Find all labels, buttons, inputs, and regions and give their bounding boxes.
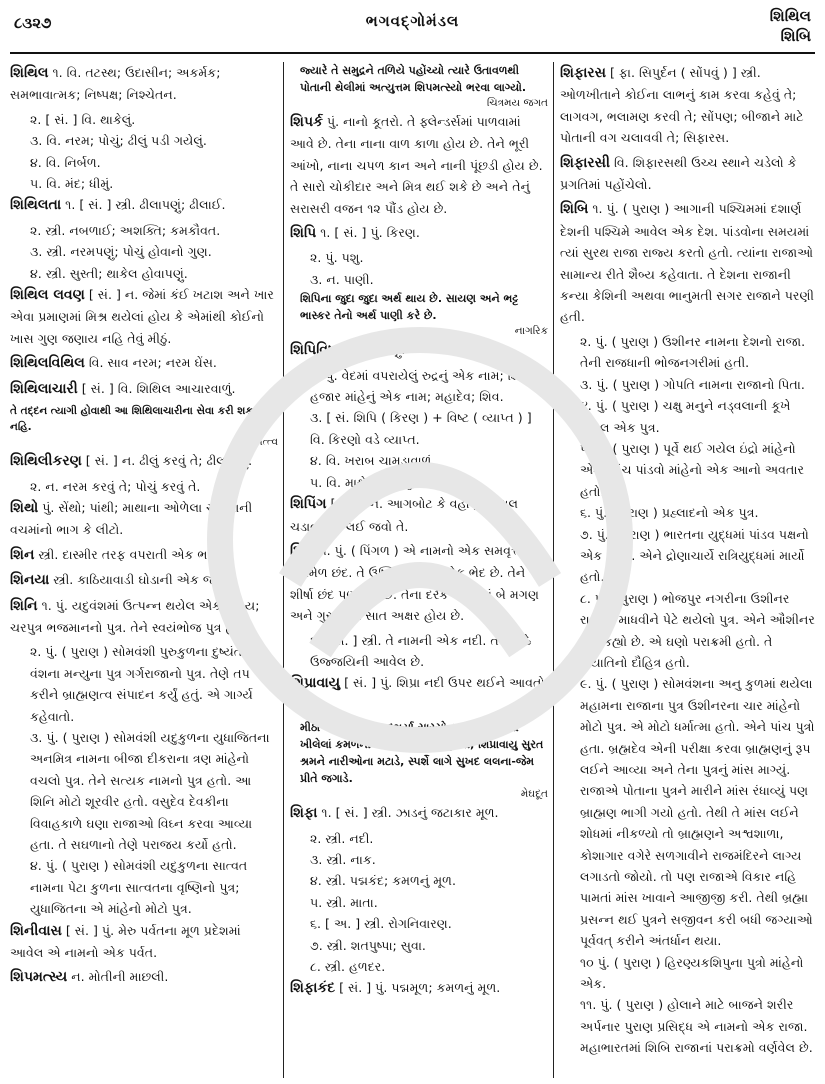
- sense-definition: ૨. [ સં. ] સ્ત્રી. તે નામની એક નદી. તેને કાંઠે ઉજ્જયિની આવેલ છે.: [310, 632, 532, 669]
- sense-definition: ૭. સ્ત્રી. શતપુષ્પા; સુવા.: [310, 937, 426, 953]
- definition: ૧. પું. વિષ્ણુ.: [341, 342, 406, 358]
- sense-definition: ૨. સ્ત્રી. નબળાઈ; અશક્તિ; કમકૌવત.: [30, 222, 221, 238]
- sense-definition: ૫. વિ. માથે ટાલવાળું; ટાલિયું.: [310, 474, 457, 490]
- dictionary-entry: [560, 198, 815, 327]
- headword: શિનિ: [10, 597, 38, 614]
- headword: શિથિલ લવણ: [10, 287, 85, 304]
- headword: શિથિલાચારી: [10, 380, 78, 397]
- dictionary-entry: [10, 378, 278, 400]
- headword: શિફા: [290, 805, 318, 822]
- definition: ન. મોતીની માછલી.: [67, 969, 169, 985]
- definition: ૧. પું. યદુવંશમાં ઉત્પન્ન થયેલ એક ક્ષત્રિય; ચરપુત્ર ભજમાનનો પુત્ર. તેને સ્વયંભોજ પુત્ર હતો.: [10, 597, 260, 635]
- column-divider: [283, 62, 284, 1078]
- guide-word-last: શિબિ: [780, 27, 811, 45]
- definition: ૧. પું. ( પુરાણ ) આગાની પશ્ચિમમાં દશાર્ણ દેશની પશ્ચિમે આવેલ એક દેશ. પાંડવોના સમયમાં ત્યાં સુરથ રાજા રાજ્ય કરતો હતો. ત્યાંના રાજાઓ સામાન્ય રીતે શૈબ્ય કહેવાતા. તે દેશના રાજાની કન્યા કેશિની અથવા ભાનુમતી સગર રાજાને પરણી હતી.: [560, 201, 815, 325]
- definition: વિ. સાવ નરમ; નરમ ઘેંસ.: [84, 355, 217, 371]
- headword: શિથિલવિથિલ: [10, 355, 85, 372]
- sense-definition: ૪. વિ. નિર્બળ.: [30, 154, 101, 170]
- headword: શિફારસી: [560, 154, 610, 171]
- dictionary-entry: [10, 595, 278, 639]
- headword: શિપમત્સ્ય: [10, 969, 68, 986]
- sense-definition: ૭. પું. ( પુરાણ ) ભારતના યુદ્ધમાં પાંડવ પક્ષનો એક રાજા. એને દ્રોણાચાર્યે રાત્રિયુદ્ધમાં માર્યો હતો.: [580, 526, 809, 585]
- dictionary-entry: [10, 62, 278, 106]
- sense-definition: ૩. સ્ત્રી. નરમપણું; પોચું હોવાનો ગુણ.: [30, 244, 212, 260]
- sense-definition: ૨. પું. ( પુરાણ ) સોમવંશી પુરુકુળના દુષ્યંતના વંશના મન્યુના પુત્ર ગર્ગરાજાનો પુત્ર. તેણે તપ કરીને બ્રાહ્મણત્વ સંપાદન કર્યું હતું. એ ગાર્ગ્ય કહેવાતો.: [30, 644, 255, 724]
- headword: શિનયા: [10, 572, 50, 589]
- sense-definition: ૩. પું. ( પુરાણ ) ગોપતિ નામના રાજાનો પિતા.: [580, 376, 805, 392]
- guide-words: [770, 6, 811, 46]
- quote-source: પુરાતત્ત્વ: [240, 436, 278, 449]
- guide-word-first: શિથિલ: [769, 7, 811, 25]
- definition: ૧. [ સં. ] સ્ત્રી. ઢીલાપણું; ઢીલાઈ.: [61, 197, 226, 213]
- usage-example: મીઠા ચોખ્ખા સ્વર મદભર્યા સારસોના પ્રસારી, જ્યાં ખીલેલાં કમળની રજે સ્પર્શથી થૈ સુગંધી; શિપ્રાવાયુ સુરત શ્રમને નારીઓના મટાડે, સ્પર્શે લાગે સુખદ લલના-જેમ પ્રીતે જગાડે.: [300, 721, 544, 786]
- sense-definition: ૨. [ સં. ] વિ. થાકેલું.: [30, 111, 136, 127]
- headword: શિપર્ક: [290, 114, 323, 130]
- headword: શિપિવિષ્ટ: [290, 342, 342, 359]
- definition: વિ. શિફારસથી ઉચ્ચ સ્થાને ચડેલો કે પ્રગતિમાં પહોંચેલો.: [560, 154, 797, 193]
- sense-definition: ૩. ન. પાણી.: [310, 271, 374, 287]
- column-1: [10, 62, 278, 1078]
- sense-definition: ૧૦ પું. ( પુરાણ ) હિરણ્યકશિપુના પુત્રો માંહેનો એક.: [580, 954, 804, 992]
- headword: શિપ્રા: [290, 542, 317, 559]
- page-number: ૮૩૨૭: [14, 14, 52, 32]
- dictionary-title: ભગવદ્ગોમંડલ: [365, 12, 460, 30]
- dictionary-entry: [290, 339, 548, 361]
- headword: શિપિંગ: [290, 496, 327, 513]
- definition: [ સં. ] ન. જેમાં કંઈ ખટાશ અને ખાર એવા પ્રમાણમાં મિશ્ર થયેલાં હોય કે એમાંથી કોઈનો ખાસ ગુણ જણાય નહિ તેવું મીઠું.: [10, 287, 274, 346]
- headword: શિથો: [10, 499, 39, 516]
- definition: ૧. [ સં. ] પું. કિરણ.: [316, 225, 420, 241]
- sense-definition: ૫. પું. ( પુરાણ ) પૂર્વે થઈ ગયેલ ઇંદ્રો માંહેનો એક. પાંચ પાંડવો માંહેનો એક આનો અવતાર હતો.: [580, 440, 804, 499]
- definition: પું. સેંથો; પાંથી; માથાના ઓળેલા ચોટલાની વચમાંનો ભાગ કે લીટો.: [10, 499, 253, 538]
- sense-definition: ૪. પું. ( પુરાણ ) ચક્ષુ મનુને નડ્વલાની કૂખે થયેલ એક પુત્ર.: [580, 398, 791, 435]
- sense-definition: ૬. [ અ. ] સ્ત્રી. રોગનિવારણ.: [310, 916, 452, 932]
- definition: સ્ત્રી. દાસ્મીર તરફ વપરાતી એક ભાષા.: [34, 546, 225, 562]
- definition: [ સં. ] ન. ઢીલું કરવું તે; ઢીલાપણું.: [81, 453, 253, 469]
- dictionary-entry: [10, 352, 278, 374]
- dictionary-entry: [290, 802, 548, 824]
- dictionary-entry: [560, 152, 815, 196]
- quote-source: મેઘદૂત: [520, 788, 548, 801]
- dictionary-entry: [10, 920, 278, 964]
- dictionary-entry: [290, 540, 548, 627]
- sense-definition: ૫. વિ. મંદ; ધીમું.: [30, 176, 114, 192]
- definition: [ અં. ] ન. આગબોટ કે વહાણમાં માલ ચડાવવો કે લઈ જવો તે.: [290, 496, 519, 534]
- headword: શિપ્રાવાયુ: [290, 675, 341, 692]
- sense-definition: ૫. સ્ત્રી. માતા.: [310, 894, 378, 910]
- dictionary-entry: [290, 493, 548, 537]
- dictionary-entry: [10, 966, 278, 988]
- sense-definition: ૩. વિ. નરમ; પોચું; ઢીલું પડી ગયેલું.: [30, 133, 207, 149]
- dictionary-entry: [10, 284, 278, 349]
- sense-definition: ૨. ન. નરમ કરવું તે; પોચું કરવું તે.: [30, 478, 201, 494]
- dictionary-columns: [0, 58, 825, 1084]
- dictionary-entry: [290, 111, 548, 219]
- usage-example: જ્યારે તે સમુદ્રને તળિયે પહોંચ્યો ત્યારે ઉતાવળથી પોતાની થેલીમાં અત્યુત્તમ શિપમત્સ્યો ભરવા લાગ્યો.: [300, 64, 527, 94]
- dictionary-entry: [10, 544, 278, 566]
- column-divider: [553, 62, 554, 1078]
- sense-definition: ૪. સ્ત્રી. સુસ્તી; થાકેલ હોવાપણું.: [30, 265, 188, 281]
- sense-definition: ૪. પું. ( પુરાણ ) સોમવંશી યદુકુળના સાત્વત નામના પેટા કુળના સાત્વતના વૃષ્ણિનો પુત્ર; યુધાજિતના એ માંહેનો મોટો પુત્ર.: [30, 858, 248, 917]
- dictionary-entry: [560, 62, 815, 149]
- headword: શિપિ: [290, 225, 317, 242]
- dictionary-entry: [10, 194, 278, 216]
- dictionary-entry: [290, 977, 548, 999]
- definition: ૧. [ સં. ] સ્ત્રી. ઝાડનું જટાકાર મૂળ.: [317, 805, 499, 821]
- headword: શિફારસ: [560, 65, 606, 81]
- column-3: [560, 62, 815, 1078]
- sense-definition: ૨. પું. વેદમાં વપરાયેલું રુદ્રનું એક નામ; શિવનાં હજાર માંહેનું એક નામ; મહાદેવ; શિવ.: [310, 367, 541, 405]
- sense-definition: ૩. પું. ( પુરાણ ) સોમવંશી યદુકુળના યુધાજિતના અનમિત્ર નામના બીજા દીકરાના ત્રણ માંહેનો વચલો પુત્ર. તેને સત્યક નામનો પુત્ર હતો. આ શિનિ મોટો શૂરવીર હતો. વસુદેવ દેવકીના વિવાહકાળે ઘણા રાજાઓ વિઘ્ન કરવા આવ્યા હતા. તે સઘળાનો તેણે પરાજય કર્યો હતો.: [30, 729, 270, 852]
- sense-definition: ૨. પું. ( પુરાણ ) ઉશીનર નામના દેશનો રાજા. તેની રાજધાની ભોજનગરીમાં હતી.: [580, 333, 806, 371]
- headword: શિફાકંદ: [290, 980, 336, 997]
- usage-example: તે તદ્દન ત્યાગી હોવાથી આ શિથિલાચારીના સેવા કરી શકત નહિ.: [10, 405, 260, 434]
- dictionary-entry: [290, 222, 548, 244]
- sense-definition: ૮. પું. ( પુરાણ ) ભોજપુર નગરીના ઉશીનર રાજાને માધવીને પેટે થયેલો પુત્ર. એને ઔશીનર પણ કહ્યો છે. એ ઘણો પરાક્રમી હતો. તે યયાતિનો દૌહિત્ર હતો.: [580, 590, 815, 670]
- definition: [ સં. ] પું. પદ્મમૂળ; કમળનું મૂળ.: [335, 980, 501, 996]
- sense-definition: ૨. પું. પશુ.: [310, 250, 364, 266]
- quote-source: ચિત્રમય જગત: [486, 97, 548, 109]
- usage-example: શિપિના જુદા જુદા અર્થ થાય છે. સાયણ અને ભટ્ટ ભાસ્કર તેનો અર્થ પાણી કરે છે.: [300, 292, 519, 323]
- headword: શિથિલ: [10, 65, 49, 81]
- headword: શિથિલતા: [10, 197, 62, 214]
- definition: [ ફા. સિપુર્દન ( સોંપવું ) ] સ્ત્રી. ઓળખીતાને કોઈના લાભનું કામ કરવા કહેવું તે; લાગવગ, ભલામણ કરવી તે; સોંપણ; બીજાને માટે પોતાની વગ ચલાવવી તે; સિફારસ.: [560, 65, 804, 146]
- headword: શિથિલીકરણ: [10, 453, 82, 470]
- sense-definition: ૨. સ્ત્રી. નદી.: [310, 830, 374, 846]
- column-2: [290, 62, 548, 1078]
- sense-definition: ૬. પું. ( પુરાણ ) પ્રહ્લાદનો એક પુત્ર.: [580, 505, 759, 521]
- definition: ૧. પું. ( પિંગળ ) એ નામનો એક સમવૃત્ત વર્ણમેળ છંદ. તે ઉષ્ણિક છંદનો એક ભેદ છે. તેને શીર્ષા છંદ પણ કહે છે. તેના દરેક ચરણમાં બે મગણ અને ગુરુ મળી સાત અક્ષર હોય છે.: [290, 542, 539, 624]
- sense-definition: ૪. વિ. ખરાબ ચામડાવાળું.: [310, 453, 436, 469]
- definition: [ સં. ] પું. મેરુ પર્વતના મૂળ પ્રદેશમાં આવેલ એ નામનો એક પર્વત.: [10, 922, 241, 961]
- sense-definition: ૧૧. પું. ( પુરાણ ) હોલાને માટે બાજને શરીર અર્પનાર પુરાણ પ્રસિદ્ધ એ નામનો એક રાજા. મહાભારતમાં શિબિ રાજાનાં પરાક્રમો વર્ણવેલ છે.: [580, 997, 813, 1056]
- definition: પું. નાનો કૂતરો. તે ફ્લેન્ડર્સમાં પાળવામાં આવે છે. તેના નાના વાળ કાળા હોય છે. તેને ભૂરી આંખો, નાના ચપળ કાન અને નાની પૂંછડી હોય છે. તે સારો ચોકીદાર અને મિત્ર થઈ શકે છે અને તેનું સરાસરી વજન ૧૨ પૌંડ હોય છે.: [290, 114, 543, 216]
- page-header: [0, 0, 825, 58]
- sense-definition: ૮. સ્ત્રી. હળદર.: [310, 959, 386, 974]
- headword: શિનીવાસ: [10, 922, 62, 939]
- sense-definition: ૩. સ્ત્રી. નાક.: [310, 851, 376, 867]
- dictionary-entry: [10, 497, 278, 541]
- sense-definition: ૪. સ્ત્રી. પદ્મકંદ; કમળનું મૂળ.: [310, 873, 456, 889]
- definition: સ્ત્રી. કાઠિયાવાડી ઘોડાની એક જાત.: [49, 572, 231, 588]
- dictionary-entry: [10, 450, 278, 472]
- definition: ૧. વિ. તટસ્થ; ઉદાસીન; અકર્મક; સમભાવાત્મક; નિષ્પક્ષ; નિશ્ચેતન.: [10, 65, 221, 103]
- quote-source: નાગરિક: [514, 325, 548, 338]
- dictionary-entry: [10, 569, 278, 591]
- headword: શિબિ: [560, 201, 589, 218]
- header-rule: [10, 52, 815, 54]
- definition: [ સં. ] પું. શિપ્રા નદી ઉપર થઈને આવતો વાયુ.: [290, 675, 545, 713]
- sense-definition: ૩. [ સં. શિપિ ( કિરણ ) + વિષ્ટ ( વ્યાપ્ત ) ] વિ. કિરણો વડે વ્યાપ્ત.: [310, 410, 532, 447]
- definition: [ સં. ] વિ. શિથિલ આચારવાળું.: [77, 380, 236, 396]
- headword: શિન: [10, 546, 35, 563]
- dictionary-entry: [290, 672, 548, 716]
- sense-definition: ૯. પું. ( પુરાણ ) સોમવંશના અનુ કુળમાં થયેલા મહામના રાજાના પુત્ર ઉશીનરના ચાર માંહેનો મોટો પુત્ર. એ મોટો ધર્માત્મા હતો. એને પાંચ પુત્રો હતા. બ્રહ્મદેવ એની પરીક્ષા કરવા બ્રાહ્મણનું રૂપ લઈને આવ્યા અને તેના પુત્રનું માંસ માગ્યું. રાજાએ પોતાના પુત્રને મારીને માંસ રંધાવ્યું પણ બ્રાહ્મણ ભાગી ગયો હતો. તેથી તે માંસ લઈને શોધમાં નીકળ્યો તો બ્રાહ્મણને અશ્વશાળા, કોશાગાર વગેરે સળગાવીને રાજમંદિરને લાગ્ય લગાડતો જોયો. તો પણ રાજાએ વિકાર નહિ પામતાં માંસ ખાવાને આજીજી કરી. તેથી બ્રહ્મા પ્રસન્ન થઈ પુત્રને સજીવન કરી બધી જગ્યાઓ પૂર્વવત્ કરીને અંતર્ધાન થયા.: [580, 676, 815, 949]
